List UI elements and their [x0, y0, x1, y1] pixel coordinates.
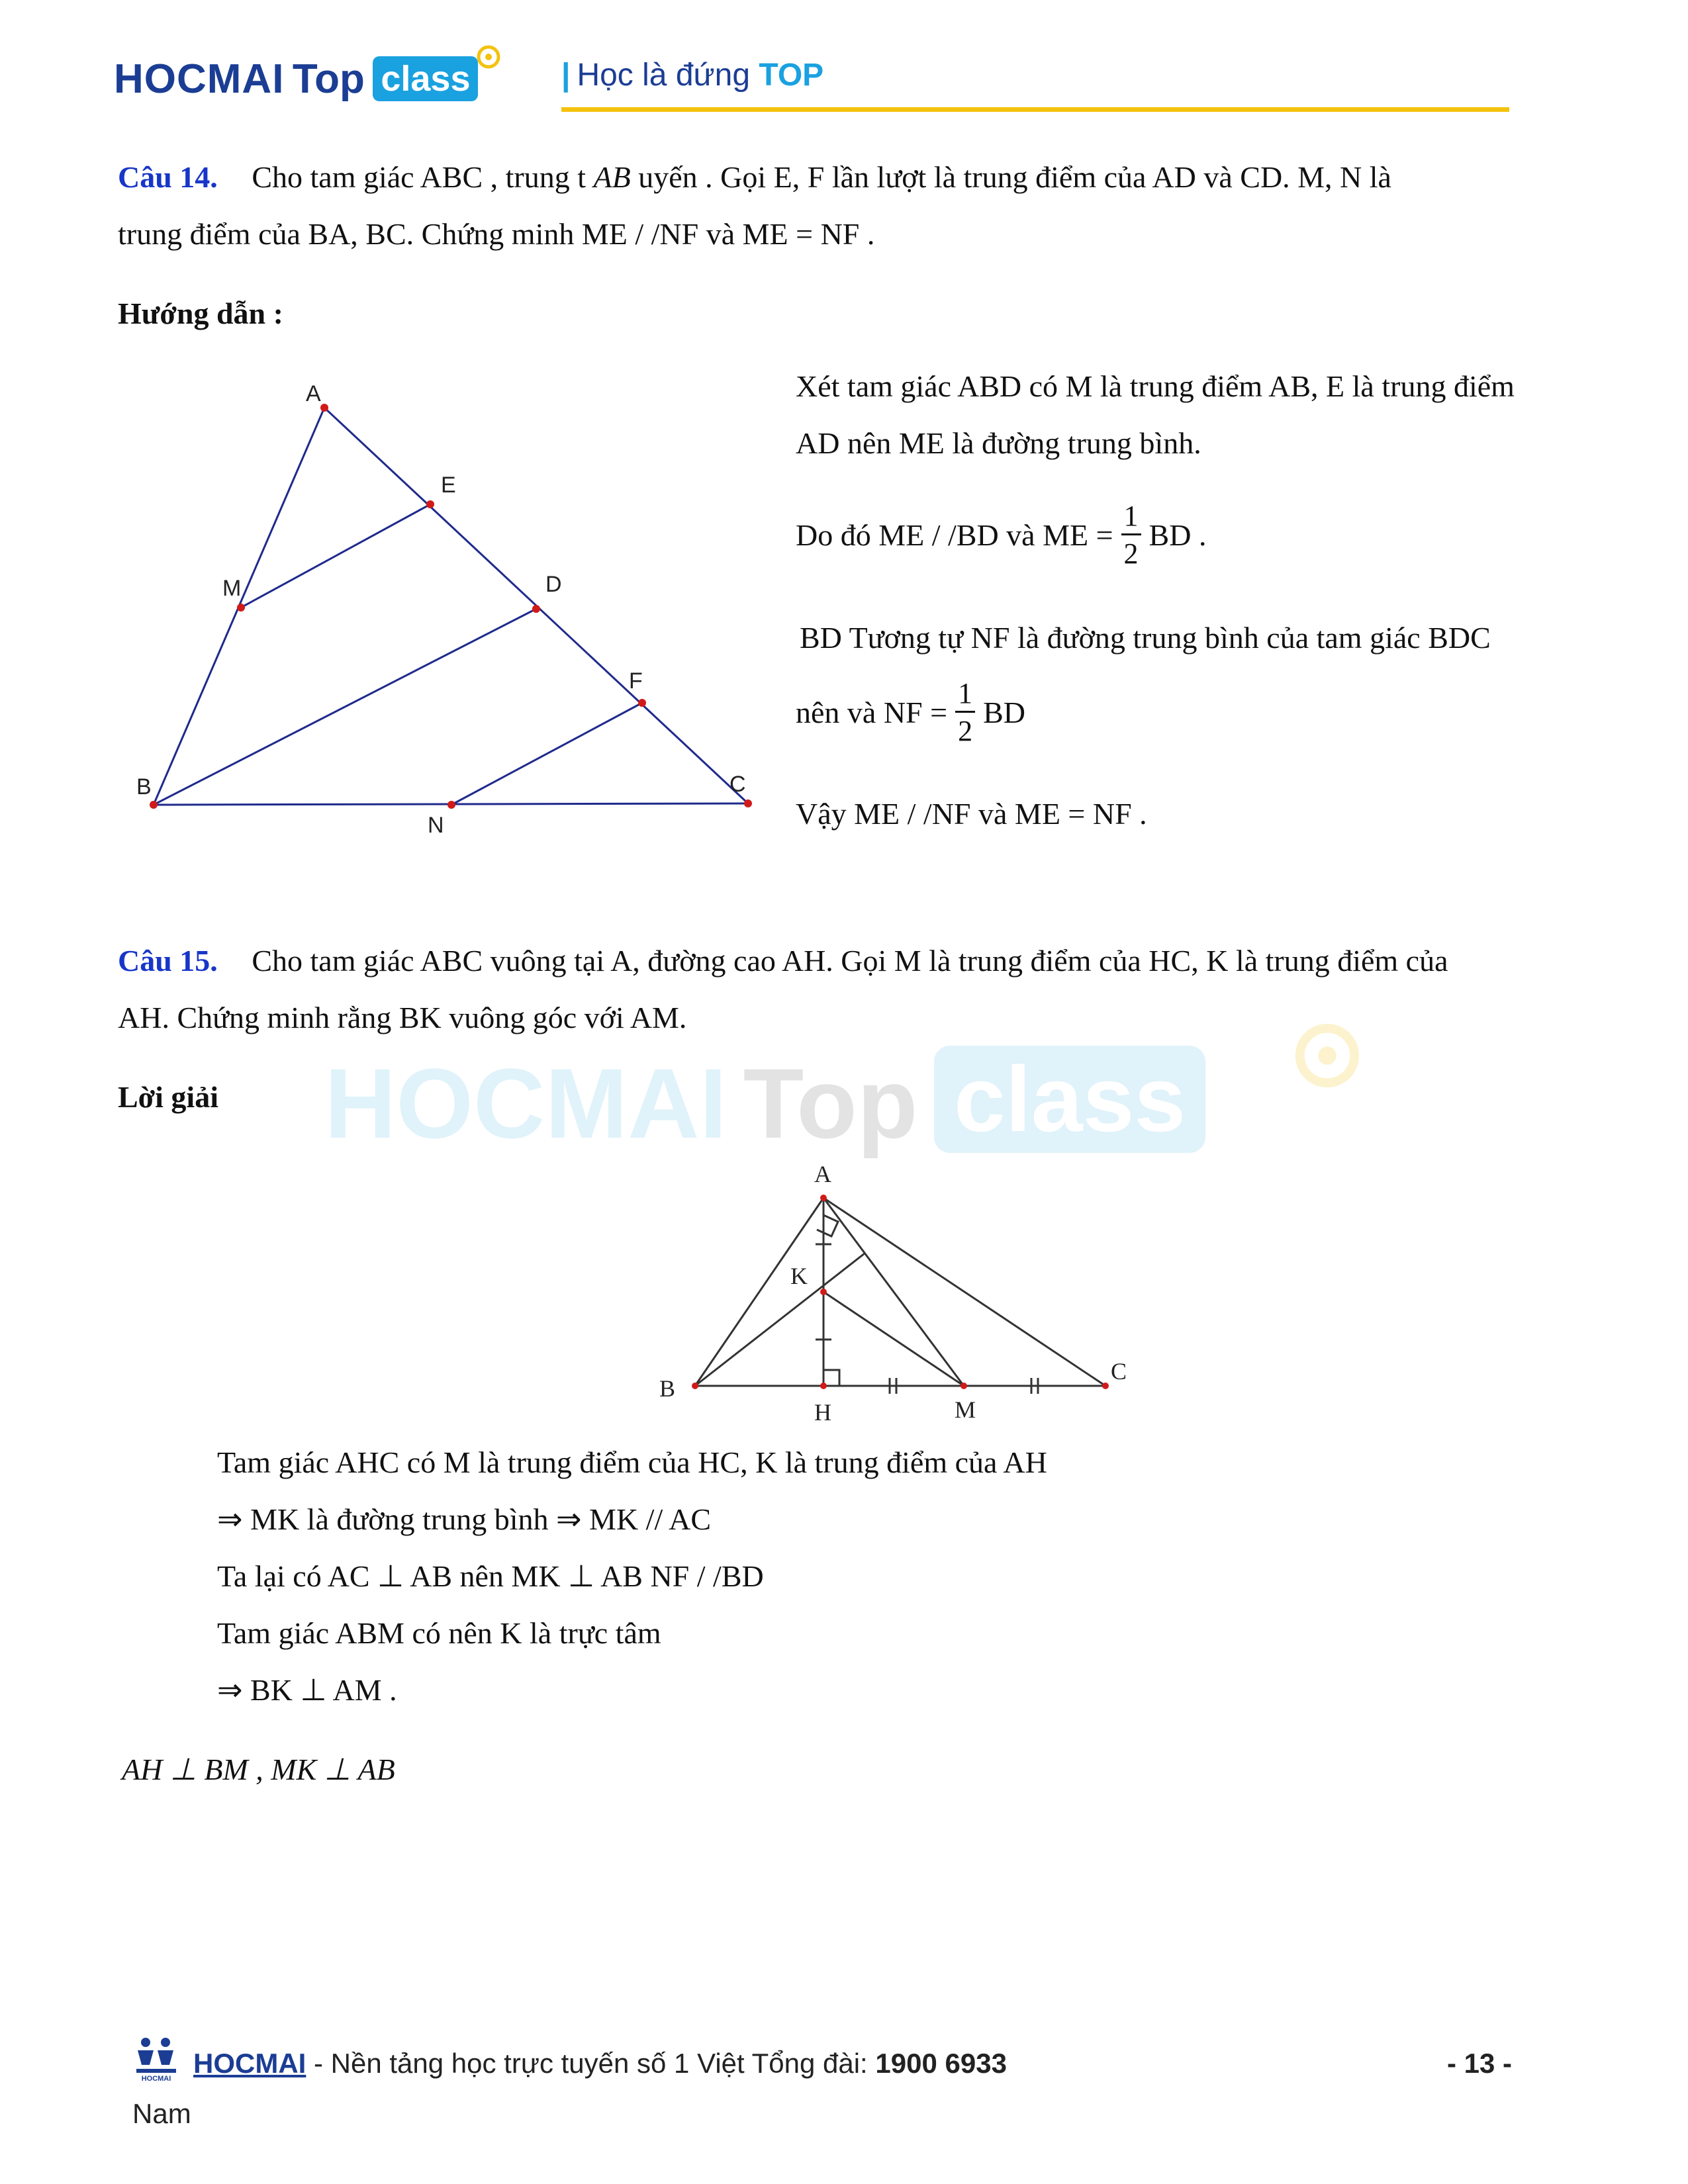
q14-sol3-b: BD . [1149, 518, 1207, 552]
watermark-top: Top [743, 1048, 918, 1159]
seg-am [823, 1198, 964, 1386]
q14-guide-heading: Hướng dẫn : [118, 296, 283, 330]
slogan-main: Học là đứng [577, 58, 759, 93]
point-a [820, 1195, 827, 1201]
footer-line2: Nam [132, 2098, 191, 2129]
q14-sol-line3 [796, 502, 1206, 569]
seg-km [823, 1292, 964, 1386]
label-k: K [790, 1263, 808, 1289]
seg-ac [823, 1198, 1105, 1386]
q14-sol-line4: BD Tương tự NF là đường trung bình của tam giác BDC [800, 621, 1491, 655]
q14-label: Câu 14. [118, 160, 218, 194]
label-c: C [1111, 1358, 1127, 1385]
watermark-class: class [934, 1046, 1205, 1153]
q15-line2: AH. Chứng minh rằng BK vuông góc với AM. [118, 1001, 687, 1034]
label-m: M [955, 1396, 976, 1423]
footer-line1 [193, 2048, 1007, 2079]
header-logo [114, 56, 478, 109]
watermark-hocmai: HOCMAI [324, 1048, 727, 1159]
point-d [532, 605, 540, 613]
seg-nf [451, 703, 642, 805]
seg-me [241, 504, 430, 608]
q15-text: Cho tam giác ABC vuông tại A, đường cao AH. Gọi M là trung điểm của HC, K là trung điểm của [252, 944, 1448, 978]
watermark [324, 1046, 1205, 1161]
q14-line1 [118, 159, 1391, 195]
frac-den: 2 [1123, 537, 1139, 570]
right-angle-h [823, 1370, 839, 1386]
logo-top-text: Top [292, 56, 365, 102]
q14-sol3-a: Do đó ME / /BD và ME = [796, 518, 1113, 552]
label-d: D [545, 572, 562, 597]
q15-proof-line4: Tam giác ABM có nên K là trực tâm [217, 1616, 661, 1650]
q14-sol-line2: AD nên ME là đường trung bình. [796, 426, 1201, 460]
frac-num-2: 1 [955, 679, 975, 713]
header-underline [561, 107, 1509, 112]
q14-sol5-b: BD [983, 695, 1025, 729]
seg-bd [154, 609, 536, 805]
label-m: M [222, 576, 242, 601]
footer-brand-link[interactable]: HOCMAI [193, 2048, 306, 2079]
point-n [447, 801, 455, 809]
q15-proof-line6: AH ⊥ BM , MK ⊥ AB [122, 1752, 395, 1786]
point-c [744, 799, 752, 807]
point-a [320, 404, 328, 412]
slogan-top: TOP [759, 58, 824, 93]
q15-line1 [118, 942, 1448, 979]
logo-hocmai-text: HOCMAI [114, 56, 285, 102]
q14-text-a: Cho tam giác ABC , trung t [252, 160, 594, 194]
header-slogan [561, 57, 823, 93]
point-k [820, 1289, 827, 1295]
label-a: A [306, 381, 321, 406]
label-e: E [441, 473, 456, 498]
label-b: B [136, 774, 152, 799]
q14-line2: trung điểm của BA, BC. Chứng minh ME / /NF và ME = NF . [118, 217, 875, 251]
q14-text-b: uyến . Gọi E, F lần lượt là trung điểm của AD và CD. M, N là [630, 160, 1391, 194]
footer-logo-icon [132, 2036, 180, 2082]
point-m [237, 604, 245, 612]
q15-figure [649, 1152, 1139, 1430]
q15-label: Câu 15. [118, 944, 218, 978]
point-f [638, 699, 646, 707]
q15-proof-line2: ⇒ MK là đường trung bình ⇒ MK // AC [217, 1502, 712, 1536]
frac-num: 1 [1121, 502, 1141, 535]
seg-bk [695, 1253, 865, 1386]
q14-sol-line1: Xét tam giác ABD có M là trung điểm AB, E là trung điểm [796, 369, 1515, 403]
q14-sol-line6: Vậy ME / /NF và ME = NF . [796, 797, 1147, 831]
label-b: B [659, 1375, 676, 1402]
q14-text-ab: AB [593, 160, 631, 194]
q15-proof-line3: Ta lại có AC ⊥ AB nên MK ⊥ AB NF / /BD [217, 1559, 764, 1593]
point-e [426, 500, 434, 508]
footer-logo-text: HOCMAI [141, 2075, 171, 2082]
footer-tagline: - Nền tảng học trực tuyến số 1 Việt Tổng đài: [306, 2048, 876, 2079]
point-b [692, 1383, 698, 1389]
point-c [1102, 1383, 1109, 1389]
q15-proof-line1: Tam giác AHC có M là trung điểm của HC, K là trung điểm của AH [217, 1445, 1047, 1479]
point-b [150, 801, 158, 809]
seg-ab [695, 1198, 823, 1386]
label-h: H [814, 1399, 831, 1426]
logo-class-badge: class [373, 56, 478, 101]
right-angle-a [817, 1215, 838, 1236]
page-number: - 13 - [1447, 2048, 1513, 2079]
point-h [820, 1383, 827, 1389]
label-a: A [814, 1161, 831, 1187]
frac-den-2: 2 [958, 715, 973, 747]
q14-sol5-a: nên và NF = [796, 695, 948, 729]
footer-phone: 1900 6933 [875, 2048, 1007, 2079]
point-m [961, 1383, 967, 1389]
q14-figure [126, 371, 774, 847]
label-n: N [428, 813, 444, 838]
logo-sun-icon [475, 44, 502, 70]
slogan-bar: | [561, 58, 571, 93]
watermark-sun-icon [1291, 1019, 1364, 1092]
label-f: F [629, 668, 643, 694]
q14-sol-line5 [796, 679, 1025, 746]
fraction-one-half-2 [955, 679, 975, 746]
label-c: C [729, 772, 746, 797]
q15-proof-line5: ⇒ BK ⊥ AM . [217, 1673, 397, 1707]
fraction-one-half [1121, 502, 1141, 569]
q15-solution-heading: Lời giải [118, 1080, 218, 1114]
